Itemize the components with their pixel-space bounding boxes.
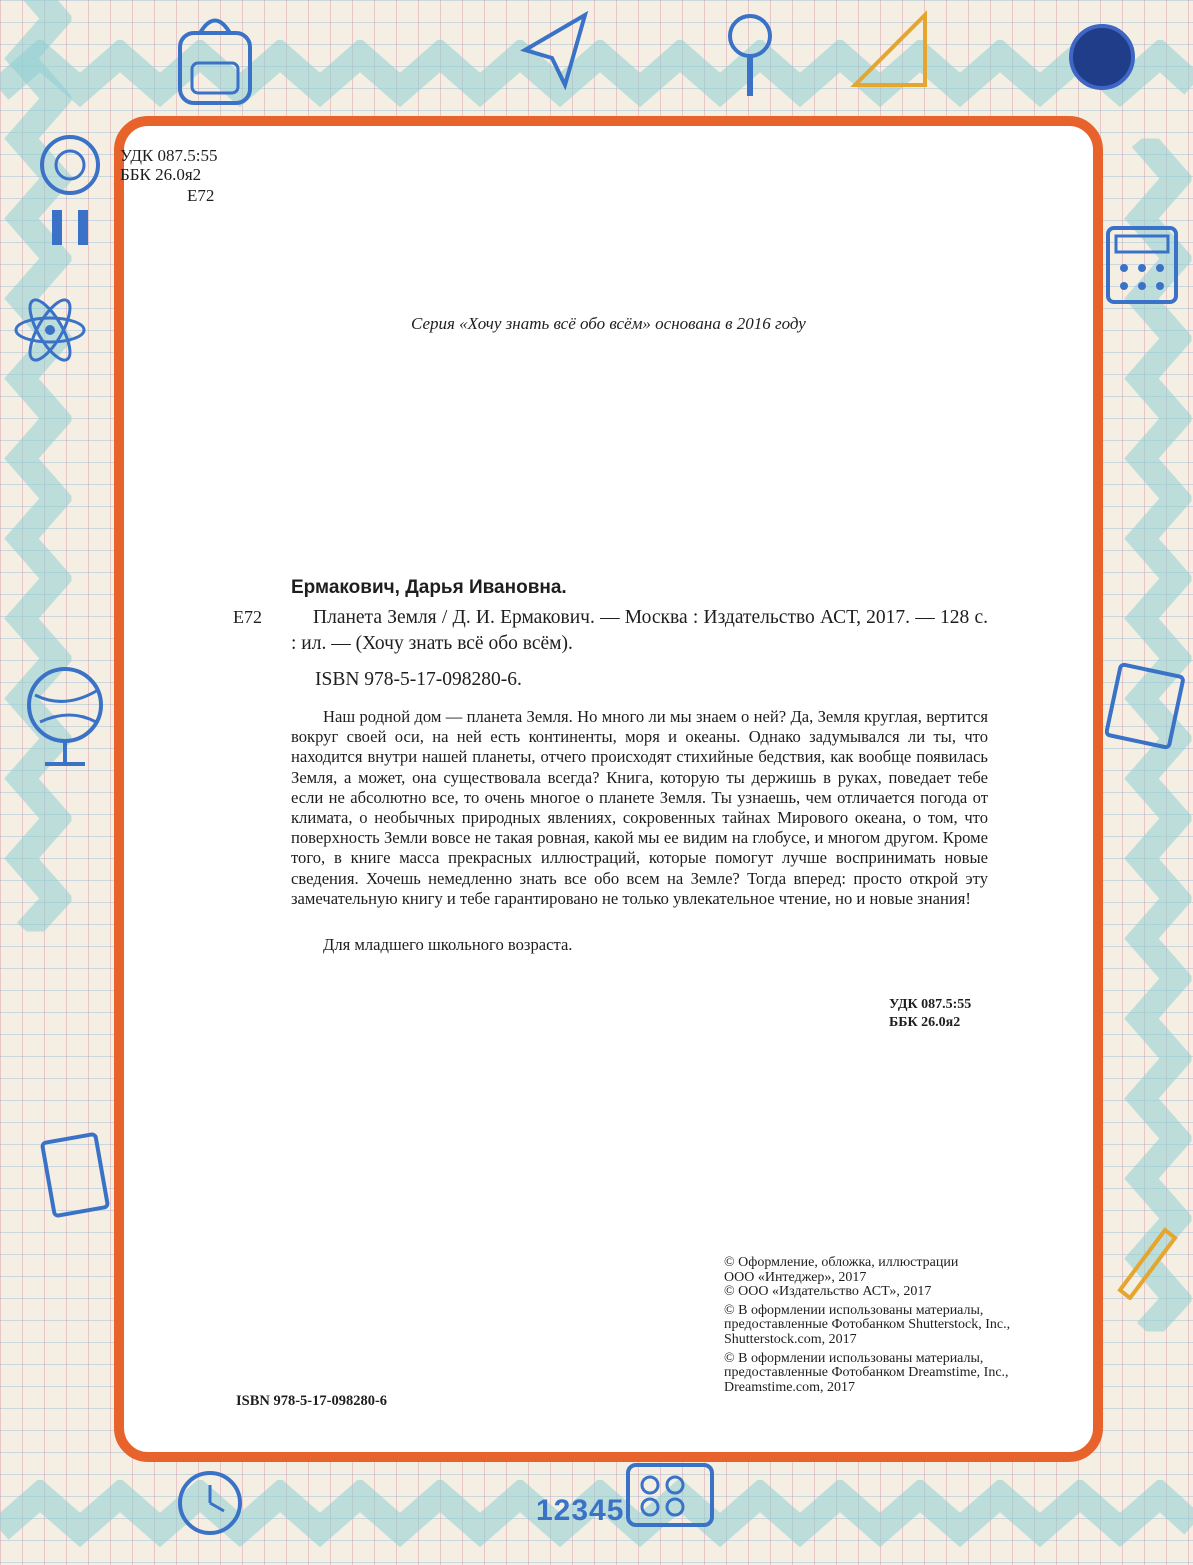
border-numbers: 12345 <box>536 1494 625 1527</box>
isbn-line: ISBN 978-5-17-098280-6. <box>315 669 522 690</box>
series-note: Серия «Хочу знать всё обо всём» основана в 2016 году <box>411 314 806 333</box>
isbn-bottom: ISBN 978-5-17-098280-6 <box>236 1393 388 1409</box>
paper-plane-icon <box>520 10 590 90</box>
calculator-icon <box>1100 220 1185 310</box>
globe-icon <box>20 660 110 770</box>
copyright-line: Dreamstime.com, 2017 <box>724 1379 856 1395</box>
copyright-line: предоставленные Фотобанком Dreamstime, Inc., <box>724 1365 1009 1381</box>
magnifier-icon <box>720 8 780 98</box>
book-icon <box>1105 660 1185 750</box>
alarm-clock-icon <box>170 1455 250 1545</box>
atom-icon <box>10 290 90 370</box>
abstract-paragraph: Наш родной дом — планета Земля. Но много ли мы знаем о ней? Да, Земля круглая, вертится вокруг своей оси, на ней есть континенты, моря и океаны. Однако задумывался ли ты, что находится внутри нашей планеты, отчего происходят стихийные бедствия, как вообще появилась Земля, а может, она существовала всегда? Книга, которую ты держишь в руках, поведает тебе если не абсолютно все, то очень многое о планете Земля. Ты узнаешь, чем отличается погода от климата, о необычных природных явлениях, сокровенных тайнах Мирового океана, о том, что поверхность Земли вовсе не такая ровная, какой мы ее видим на глобусе, и многом другом. Кроме того, в книге масса прекрасных иллюстраций, которые помогут лучше воспринимать новые сведения. Хочешь немедленно знать все обо всем на Земле? Тогда вперед: просто открой эту замечательную книгу и тебе гарантировано не только увлекательное чтение, но и новые знания! <box>291 707 988 908</box>
pencil-icon <box>1110 1220 1180 1300</box>
author-name: Ермакович, Дарья Ивановна. <box>291 577 567 598</box>
copyright-line: предоставленные Фотобанком Shutterstock, Inc., <box>724 1317 1011 1333</box>
copyright-line: Shutterstock.com, 2017 <box>724 1331 857 1347</box>
corner-dot-icon <box>1069 24 1135 90</box>
copyright-line: ООО «Интеджер», 2017 <box>724 1269 867 1285</box>
jump-rope-icon <box>30 125 110 255</box>
bbk-top: ББК 26.0я2 <box>120 165 202 184</box>
catalog-code: Е72 <box>233 607 262 627</box>
copyright-line: © В оформлении использованы материалы, <box>724 1302 984 1318</box>
notebook-icon <box>40 1130 110 1220</box>
copyright-line: © В оформлении использованы материалы, <box>724 1350 984 1366</box>
udk-top: УДК 087.5:55 <box>120 146 218 165</box>
bibliographic-record: Планета Земля / Д. И. Ермакович. — Москва : Издательство АСТ, 2017. — 128 с. : ил. — (Хочу знать всё обо всём). <box>291 607 988 654</box>
ruler-triangle-icon <box>850 10 930 90</box>
paint-palette-icon <box>620 1455 720 1535</box>
catalog-code-top: Е72 <box>187 186 215 205</box>
copyright-line: © Оформление, обложка, иллюстрации <box>724 1255 959 1270</box>
age-note: Для младшего школьного возраста. <box>323 935 573 954</box>
copyright-line: © ООО «Издательство АСТ», 2017 <box>724 1284 932 1300</box>
backpack-icon <box>170 8 260 108</box>
copyright-block <box>724 1256 1010 1395</box>
bbk-bottom: ББК 26.0я2 <box>889 1015 961 1030</box>
udk-bottom: УДК 087.5:55 <box>889 997 972 1012</box>
